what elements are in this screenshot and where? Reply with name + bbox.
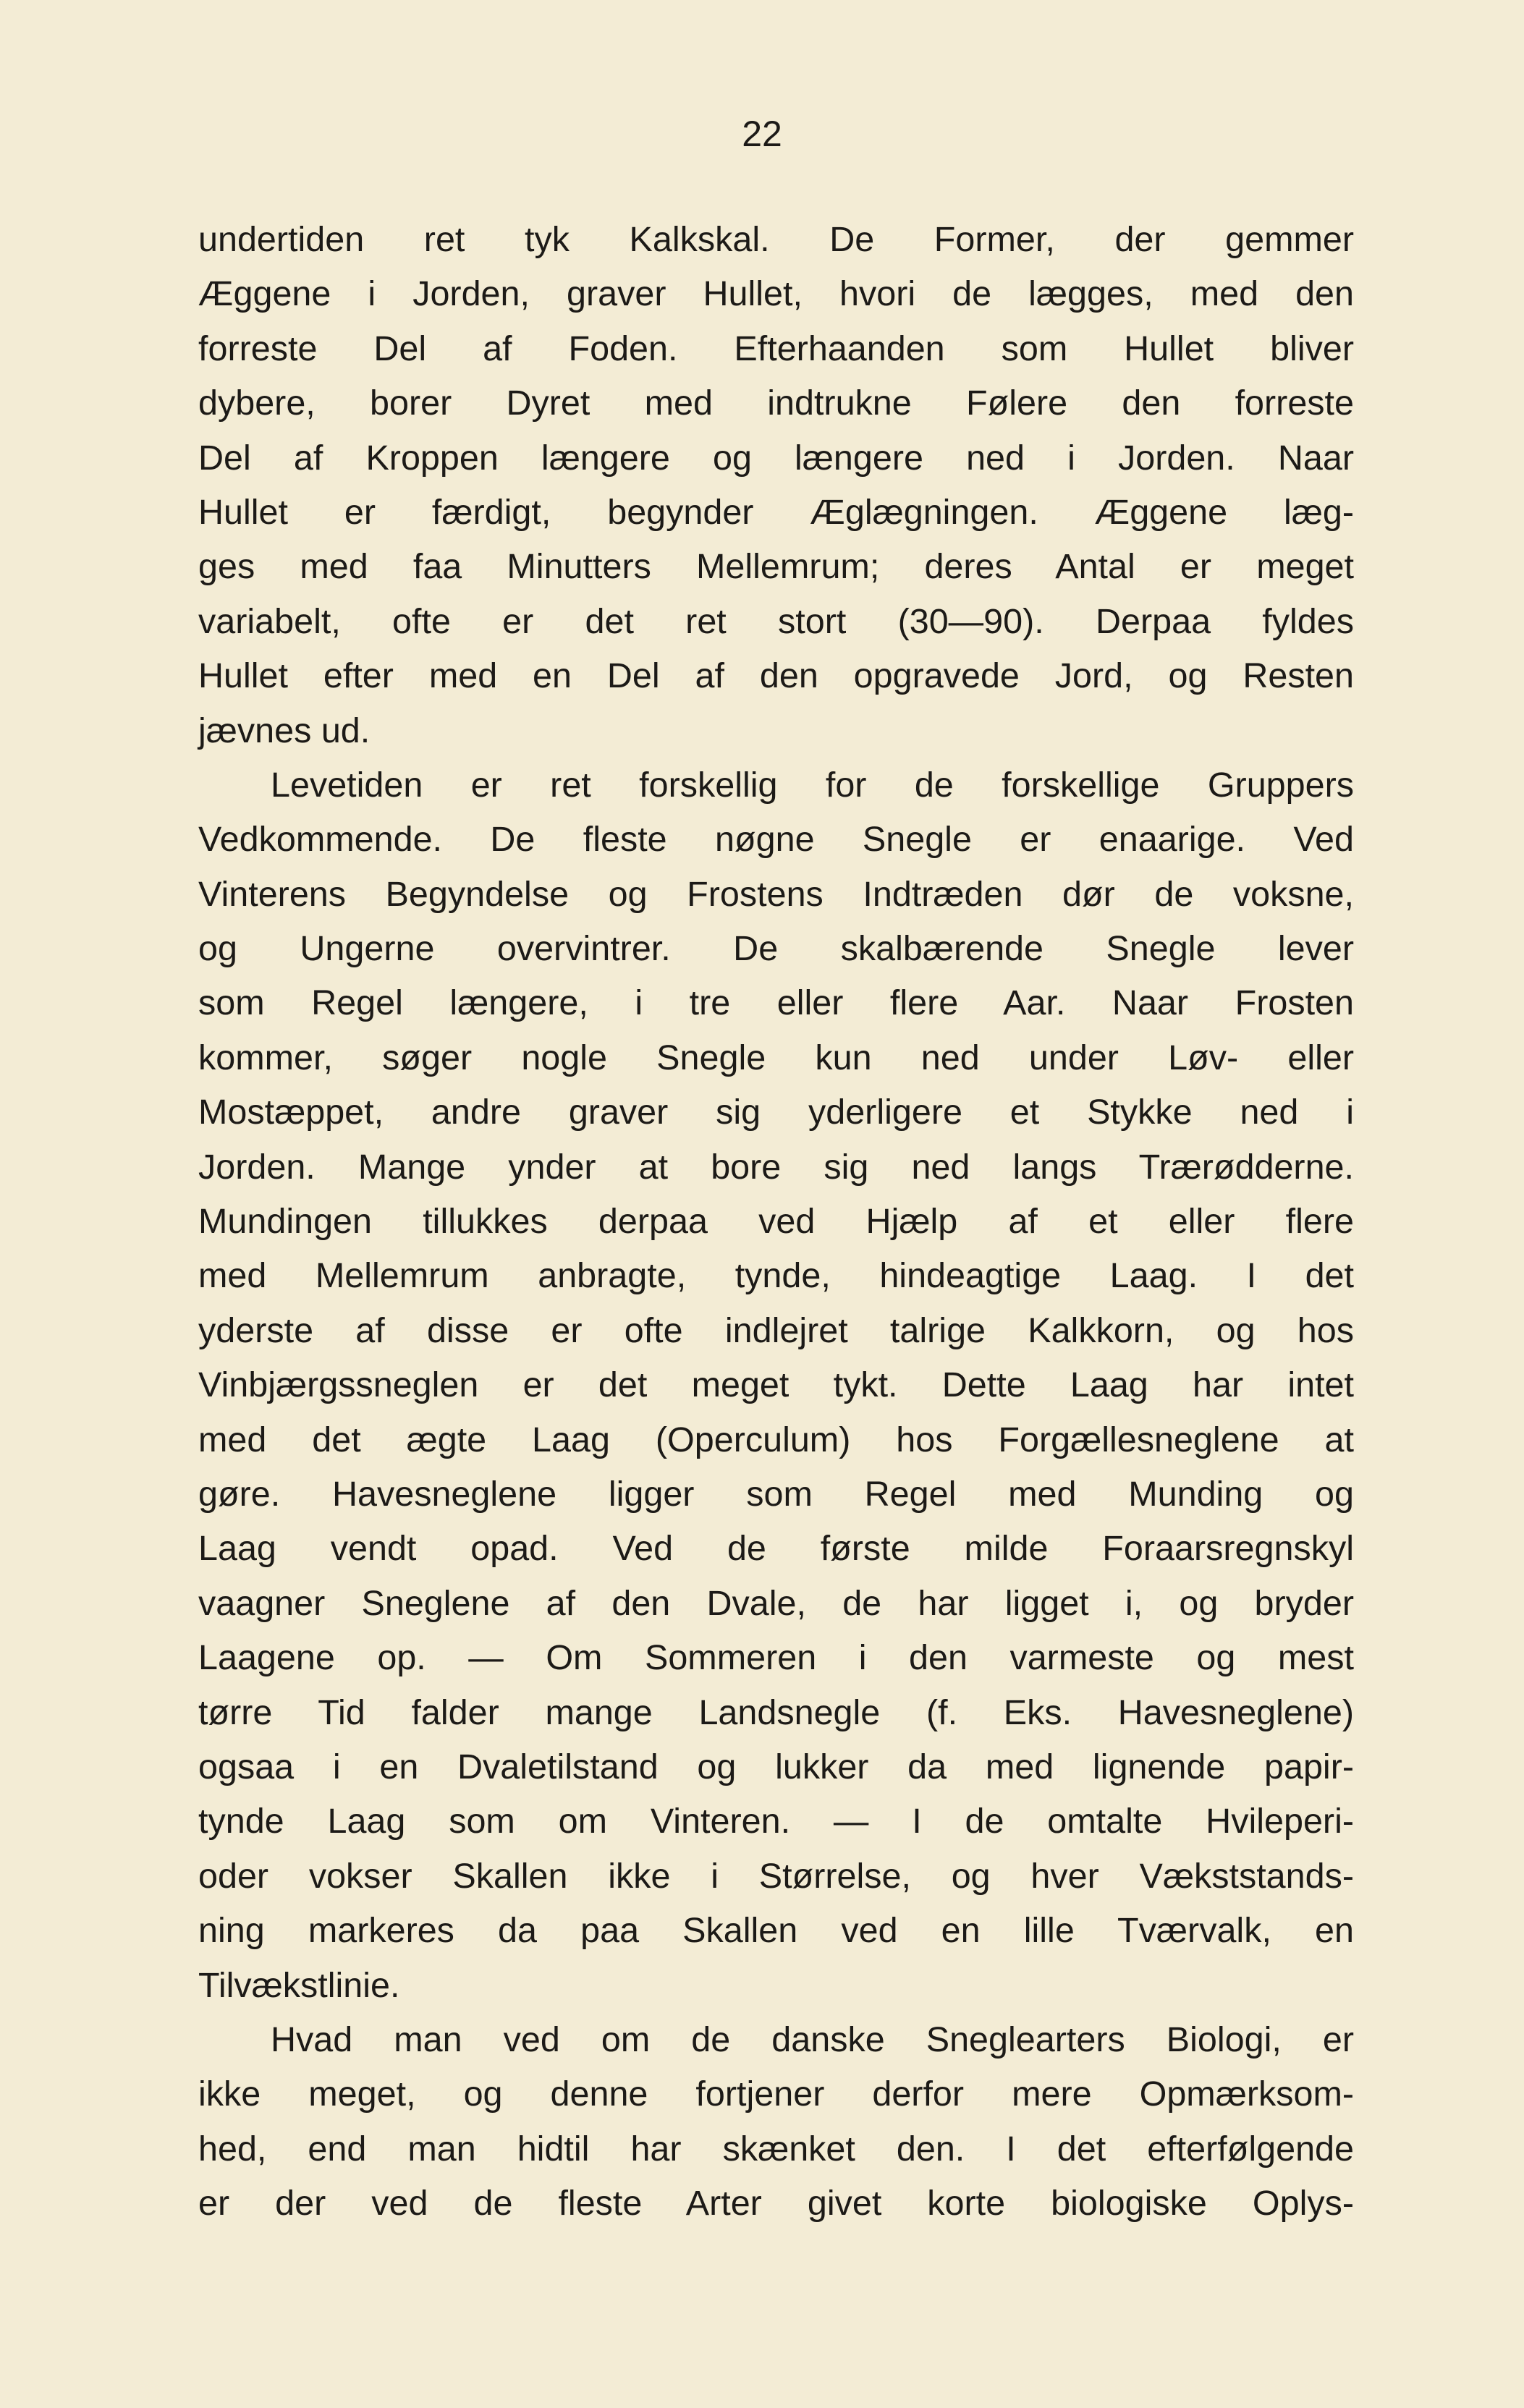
text-line: Vinterens Begyndelse og Frostens Indtræden dør de voksne, (198, 874, 1354, 914)
text-line: forreste Del af Foden. Efterhaanden som Hullet bliver (198, 328, 1354, 368)
text-line: jævnes ud. (198, 711, 371, 750)
text-line: tynde Laag som om Vinteren. — I de omtalte Hvileperi- (198, 1802, 1354, 1841)
text-line: som Regel længere, i tre eller flere Aar. Naar Frosten (198, 983, 1354, 1023)
text-line: hed, end man hidtil har skænket den. I det efterfølgende (198, 2129, 1354, 2169)
text-line: og Ungerne overvintrer. De skalbærende Snegle lever (198, 929, 1354, 969)
text-line: Laagene op. — Om Sommeren i den varmeste og mest (198, 1638, 1354, 1678)
text-line: yderste af disse er ofte indlejret talrige Kalkkorn, og hos (198, 1310, 1354, 1350)
text-line: Mundingen tillukkes derpaa ved Hjælp af et eller flere (198, 1202, 1354, 1242)
text-line: Hvad man ved om de danske Sneglearters Biologi, er (271, 2019, 1354, 2059)
text-line: Del af Kroppen længere og længere ned i Jorden. Naar (198, 438, 1354, 478)
text-line: Levetiden er ret forskellig for de forskellige Gruppers (271, 765, 1354, 805)
text-line: Vedkommende. De fleste nøgne Snegle er enaarige. Ved (198, 820, 1354, 860)
text-line: Laag vendt opad. Ved de første milde Foraarsregnskyl (198, 1529, 1354, 1569)
text-line: ges med faa Minutters Mellemrum; deres Antal er meget (198, 547, 1354, 587)
text-line: er der ved de fleste Arter givet korte biologiske Oplys- (198, 2184, 1354, 2223)
text-line: kommer, søger nogle Snegle kun ned under Løv- eller (198, 1038, 1354, 1077)
text-line: Hullet efter med en Del af den opgravede Jord, og Resten (198, 656, 1354, 696)
text-line: med det ægte Laag (Operculum) hos Forgællesneglene at (198, 1420, 1354, 1459)
text-line: Hullet er færdigt, begynder Æglægningen. Æggene læg- (198, 492, 1354, 532)
text-line: ning markeres da paa Skallen ved en lille Tværvalk, en (198, 1911, 1354, 1951)
text-line: dybere, borer Dyret med indtrukne Følere den forreste (198, 383, 1354, 423)
text-line: Jorden. Mange ynder at bore sig ned langs Trærødderne. (198, 1147, 1354, 1187)
text-line: Mostæppet, andre graver sig yderligere et Stykke ned i (198, 1093, 1354, 1132)
text-line: Æggene i Jorden, graver Hullet, hvori de lægges, med den (198, 274, 1354, 314)
text-line: ogsaa i en Dvaletilstand og lukker da med lignende papir- (198, 1747, 1354, 1786)
body-text (198, 213, 1354, 2231)
text-line: variabelt, ofte er det ret stort (30—90). Derpaa fyldes (198, 601, 1354, 641)
text-line: ikke meget, og denne fortjener derfor mere Opmærksom- (198, 2074, 1354, 2114)
text-line: undertiden ret tyk Kalkskal. De Former, der gemmer (198, 220, 1354, 259)
text-line: oder vokser Skallen ikke i Størrelse, og hver Vækststands- (198, 1856, 1354, 1896)
text-line: Vinbjærgssneglen er det meget tykt. Dette Laag har intet (198, 1365, 1354, 1405)
text-line: Tilvækstlinie. (198, 1965, 400, 2005)
text-line: tørre Tid falder mange Landsnegle (f. Eks. Havesneglene) (198, 1692, 1354, 1732)
text-line: vaagner Sneglene af den Dvale, de har ligget i, og bryder (198, 1583, 1354, 1623)
text-line: med Mellemrum anbragte, tynde, hindeagtige Laag. I det (198, 1256, 1354, 1296)
page-number: 22 (742, 114, 782, 154)
text-line: gøre. Havesneglene ligger som Regel med Munding og (198, 1474, 1354, 1514)
